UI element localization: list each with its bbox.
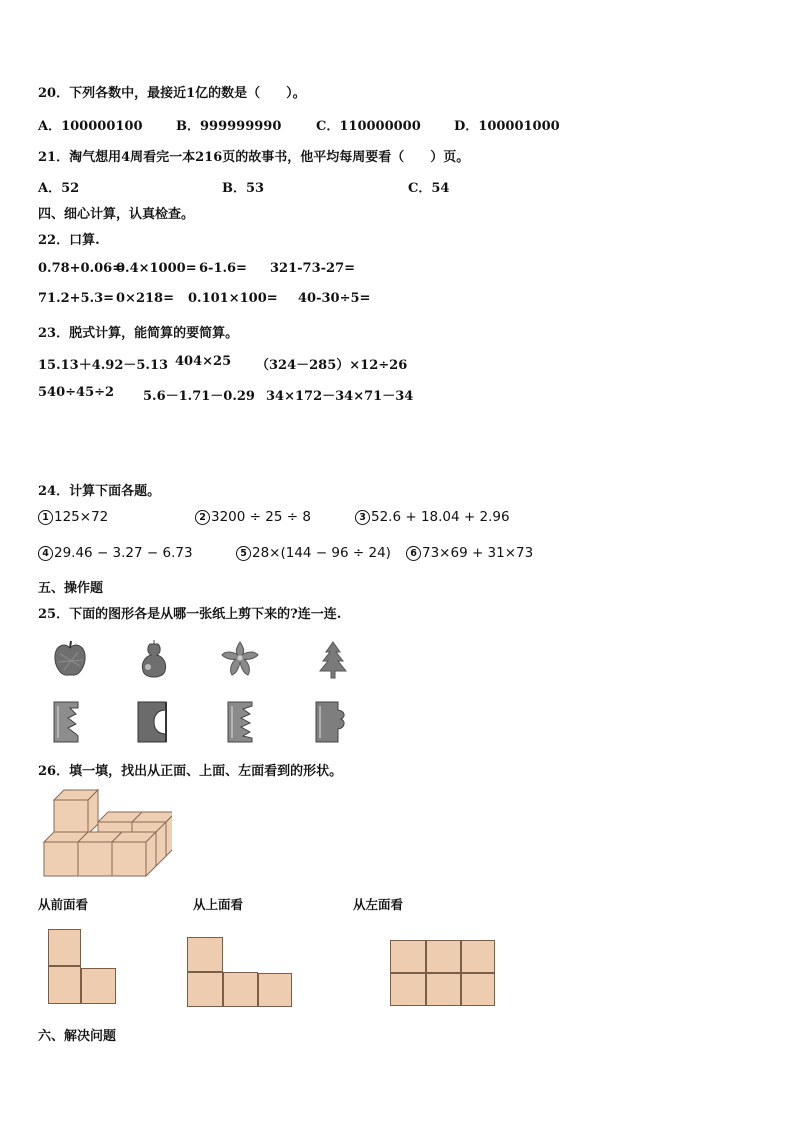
q24-stem: 24．计算下面各题。 xyxy=(38,484,161,499)
q26-stem: 26．填一填，找出从正面、上面、左面看到的形状。 xyxy=(38,764,343,779)
q24-item-3 xyxy=(355,509,510,525)
view-square xyxy=(48,966,81,1004)
section-5-heading: 五、操作题 xyxy=(38,581,104,596)
view-square xyxy=(390,973,426,1006)
q22-item: 71.2+5.3= xyxy=(38,291,115,306)
paper-zigzag-cut-icon[interactable] xyxy=(52,700,84,744)
q21-option-b[interactable]: B．53 xyxy=(222,181,265,196)
view-square xyxy=(223,972,258,1007)
view-square xyxy=(426,973,461,1006)
circled-number: 1 xyxy=(38,510,53,525)
q22-item: 0.4×1000= xyxy=(116,261,197,276)
paper-zigzag-cut-2-icon[interactable] xyxy=(226,700,258,744)
q24-item-1 xyxy=(38,509,108,525)
circled-number: 4 xyxy=(38,546,53,561)
circled-number: 5 xyxy=(236,546,251,561)
q22-item: 6-1.6= xyxy=(199,261,247,276)
q23-item: 34×172－34×71－34 xyxy=(266,389,414,404)
q22-item: 0.78+0.06= xyxy=(38,261,124,276)
view-square xyxy=(187,937,223,972)
gourd-shape-icon[interactable] xyxy=(138,638,170,682)
q22-item: 0×218= xyxy=(116,291,174,306)
q20-option-b[interactable]: B．999999990 xyxy=(176,119,282,134)
view-square xyxy=(48,929,81,966)
q23-item: 5.6－1.71－0.29 xyxy=(143,389,255,404)
q24-item-6 xyxy=(406,545,533,561)
q23-item: 540÷45÷2 xyxy=(38,385,115,400)
q24-item-2 xyxy=(195,509,311,525)
q24-item-5 xyxy=(236,545,391,561)
view-square xyxy=(461,973,495,1006)
view-square xyxy=(461,940,495,973)
q24-expression: 3200 ÷ 25 ÷ 8 xyxy=(211,509,311,525)
flower-shape-icon[interactable] xyxy=(220,640,260,678)
q21-stem: 21．淘气想用4周看完一本216页的故事书，他平均每周要看（ ）页。 xyxy=(38,150,470,165)
circled-number: 6 xyxy=(406,546,421,561)
apple-shape-icon[interactable] xyxy=(50,640,90,680)
front-view-label: 从前面看 xyxy=(38,897,89,912)
paper-notch-cut-icon[interactable] xyxy=(314,700,348,744)
q22-item: 0.101×100= xyxy=(188,291,278,306)
view-square xyxy=(187,972,223,1007)
circled-number: 2 xyxy=(195,510,210,525)
q23-item: （324－285）×12÷26 xyxy=(256,358,408,373)
left-view-label: 从左面看 xyxy=(353,897,404,912)
view-square xyxy=(258,973,292,1007)
paper-round-cut-icon[interactable] xyxy=(136,700,170,744)
q22-item: 321-73-27= xyxy=(270,261,356,276)
q24-item-4 xyxy=(38,545,193,561)
q21-option-c[interactable]: C．54 xyxy=(408,181,450,196)
view-square xyxy=(426,940,461,973)
view-square xyxy=(81,968,116,1004)
q20-option-c[interactable]: C．110000000 xyxy=(316,119,421,134)
view-square xyxy=(390,940,426,973)
q24-expression: 125×72 xyxy=(54,509,109,525)
top-view-label: 从上面看 xyxy=(193,897,244,912)
tree-shape-icon[interactable] xyxy=(318,640,348,680)
q20-stem: 20．下列各数中，最接近1亿的数是（ ）。 xyxy=(38,86,306,101)
q24-expression: 29.46 − 3.27 − 6.73 xyxy=(54,545,193,561)
q23-item: 404×25 xyxy=(175,354,232,369)
q25-stem: 25．下面的图形各是从哪一张纸上剪下来的?连一连. xyxy=(38,607,342,622)
section-4-heading: 四、细心计算，认真检查。 xyxy=(38,207,195,222)
q24-expression: 28×(144 − 96 ÷ 24) xyxy=(252,545,391,561)
q24-expression: 52.6 + 18.04 + 2.96 xyxy=(371,509,510,525)
q20-option-a[interactable]: A．100000100 xyxy=(38,119,143,134)
q22-stem: 22．口算. xyxy=(38,233,100,248)
q20-option-d[interactable]: D．100001000 xyxy=(454,119,560,134)
q21-option-a[interactable]: A．52 xyxy=(38,181,80,196)
q24-expression: 73×69 + 31×73 xyxy=(422,545,534,561)
q22-item: 40-30÷5= xyxy=(298,291,371,306)
section-6-heading: 六、解决问题 xyxy=(38,1029,117,1044)
circled-number: 3 xyxy=(355,510,370,525)
q23-stem: 23．脱式计算，能简算的要简算。 xyxy=(38,326,239,341)
q23-item: 15.13＋4.92－5.13 xyxy=(38,358,169,373)
cube-stack-figure xyxy=(42,786,172,880)
